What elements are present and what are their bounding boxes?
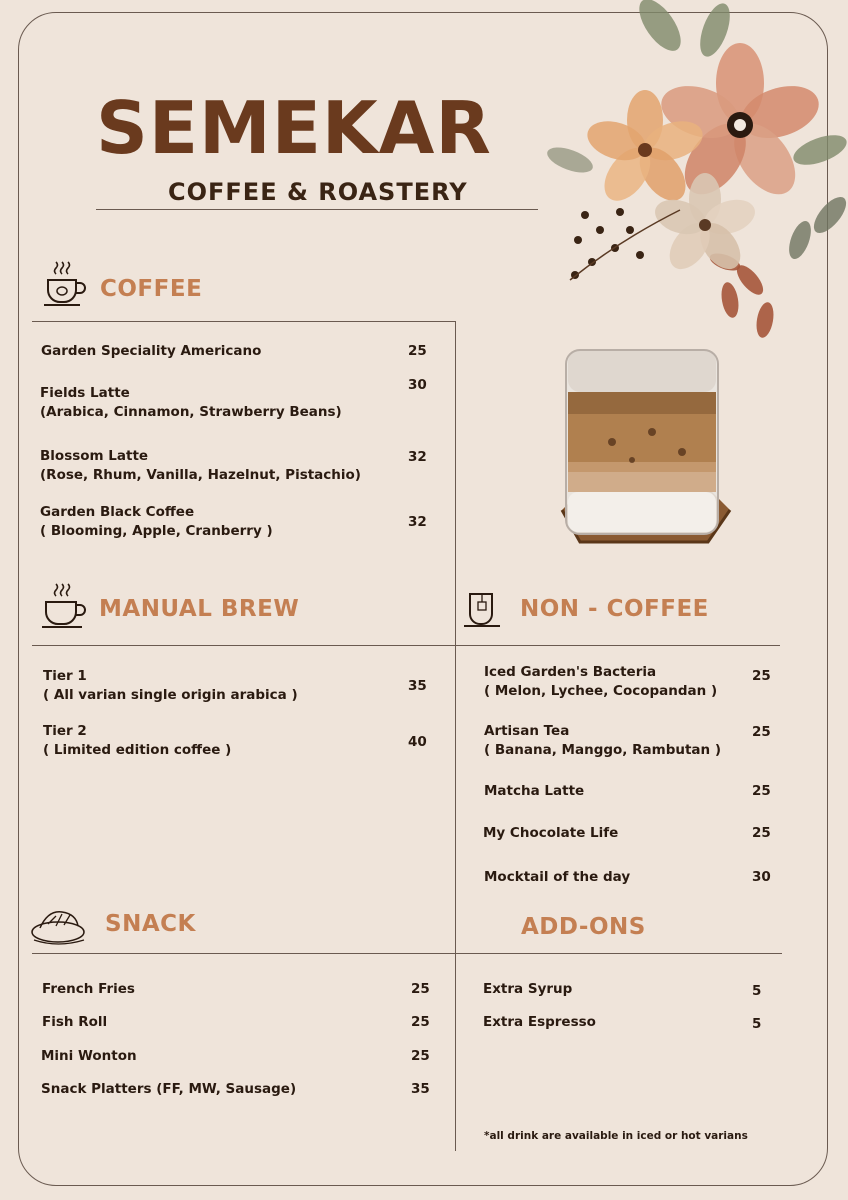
- menu-item-name: Fields Latte: [40, 385, 130, 401]
- middle-divider: [32, 645, 780, 646]
- manual-brew-cup-icon: [40, 582, 88, 630]
- menu-item-price: 25: [752, 825, 771, 841]
- menu-item-price: 25: [411, 1014, 430, 1030]
- tea-cup-icon: [462, 590, 502, 630]
- non-coffee-section-title: NON - COFFEE: [520, 596, 709, 622]
- coffee-divider: [32, 321, 456, 322]
- menu-item-price: 35: [408, 678, 427, 694]
- footnote: *all drink are available in iced or hot varians: [484, 1130, 748, 1142]
- header-divider: [96, 209, 538, 210]
- menu-item-name: Garden Black Coffee: [40, 504, 195, 520]
- snack-plate-icon: [30, 900, 90, 948]
- menu-item-name: Blossom Latte: [40, 448, 149, 464]
- menu-item-name: Extra Espresso: [483, 1014, 596, 1030]
- coffee-section-title: COFFEE: [100, 276, 203, 302]
- menu-item-price: 32: [408, 514, 427, 530]
- menu-item-detail: ( All varian single origin arabica ): [43, 687, 298, 703]
- floral-decoration: [530, 0, 848, 360]
- menu-item-detail: (Rose, Rhum, Vanilla, Hazelnut, Pistachio): [40, 467, 361, 483]
- menu-item-price: 25: [408, 343, 427, 359]
- bottom-divider: [32, 953, 782, 954]
- menu-item-name: Snack Platters (FF, MW, Sausage): [41, 1081, 297, 1097]
- center-vertical-divider: [455, 321, 456, 1151]
- menu-item-detail: ( Banana, Manggo, Rambutan ): [484, 742, 722, 758]
- menu-item-price: 25: [411, 1048, 430, 1064]
- menu-item-detail: ( Melon, Lychee, Cocopandan ): [484, 683, 718, 699]
- menu-item-name: Mini Wonton: [41, 1048, 137, 1064]
- menu-item-price: 25: [752, 724, 771, 740]
- coffee-cup-icon: [42, 258, 88, 308]
- menu-item-price: 25: [752, 783, 771, 799]
- menu-item-detail: ( Limited edition coffee ): [43, 742, 232, 758]
- menu-item-price: 40: [408, 734, 427, 750]
- menu-item-name: Extra Syrup: [483, 981, 573, 997]
- menu-item-price: 30: [752, 869, 771, 885]
- menu-item-name: Mocktail of the day: [484, 869, 631, 885]
- menu-item-name: French Fries: [42, 981, 135, 997]
- menu-item-name: Fish Roll: [42, 1014, 108, 1030]
- menu-item-name: Iced Garden's Bacteria: [484, 664, 657, 680]
- menu-item-name: Matcha Latte: [484, 783, 585, 799]
- menu-item-price: 30: [408, 377, 427, 393]
- brand-tagline: COFFEE & ROASTERY: [168, 178, 468, 206]
- menu-item-detail: (Arabica, Cinnamon, Strawberry Beans): [40, 404, 342, 420]
- snack-section-title: SNACK: [105, 911, 196, 937]
- menu-item-name: Garden Speciality Americano: [41, 343, 262, 359]
- brand-title: SEMEKAR: [96, 86, 492, 170]
- menu-item-detail: ( Blooming, Apple, Cranberry ): [40, 523, 273, 539]
- menu-item-price: 25: [752, 668, 771, 684]
- menu-item-price: 32: [408, 449, 427, 465]
- menu-item-price: 35: [411, 1081, 430, 1097]
- menu-item-price: 5: [752, 983, 762, 999]
- manual-brew-section-title: MANUAL BREW: [99, 596, 300, 622]
- add-ons-section-title: ADD-ONS: [521, 914, 646, 940]
- menu-item-name: Tier 1: [43, 668, 87, 684]
- menu-item-price: 25: [411, 981, 430, 997]
- iced-latte-glass-image: [552, 342, 738, 558]
- menu-item-name: My Chocolate Life: [483, 825, 619, 841]
- menu-item-name: Tier 2: [43, 723, 87, 739]
- menu-item-price: 5: [752, 1016, 762, 1032]
- menu-item-name: Artisan Tea: [484, 723, 570, 739]
